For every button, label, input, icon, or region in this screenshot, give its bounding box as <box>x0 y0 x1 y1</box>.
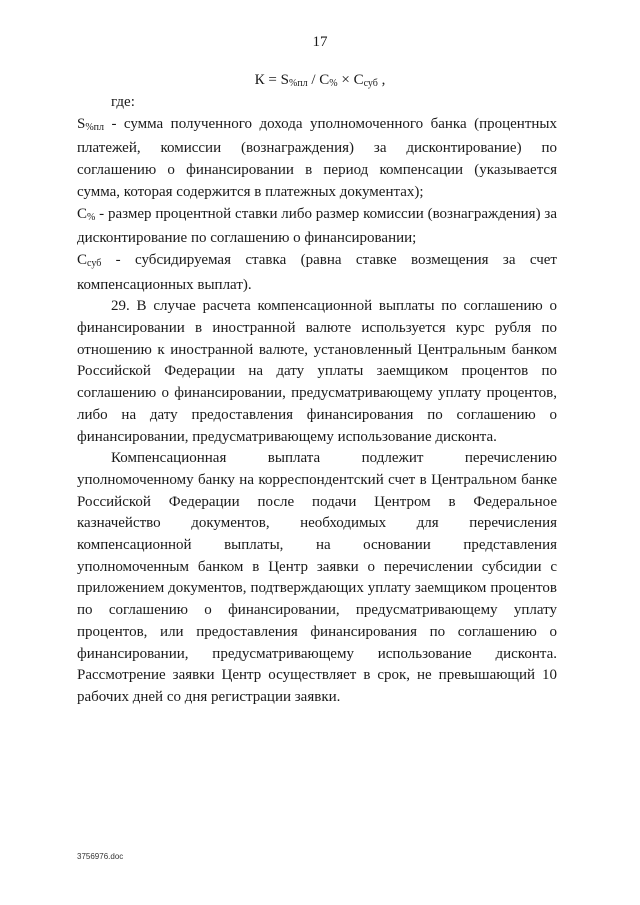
definition-c-sub <box>77 250 557 296</box>
definition-symbol: С <box>77 205 88 222</box>
document-body <box>77 92 557 709</box>
paragraph-29: 29. В случае расчета компенсационной выплаты по соглашению о финансировании в иностранной валюте используется курс рубля по отношению к иностранной валюте, установленный Центральным банком Российской Федерации на дату уплаты заемщиком процентов по соглашению о финансировании, предусматривающему уплату процентов, либо на дату предоставления финансирования по соглашению о финансировании, предусматривающему использование дисконта. <box>77 298 557 445</box>
definition-s-pl <box>77 114 557 204</box>
formula-s-subscript: %пл <box>288 78 308 89</box>
definition-text: - размер процентной ставки либо размер комиссии (вознаграждения) за дисконтирование по соглашению о финансировании; <box>77 205 557 247</box>
definition-c-percent <box>77 204 557 250</box>
page-number: 17 <box>312 34 328 50</box>
definition-symbol-subscript: % <box>87 211 96 223</box>
where-label: где: <box>111 94 135 110</box>
formula-sub-subscript: суб <box>363 78 378 89</box>
formula-lhs: К = S <box>254 72 289 88</box>
formula-tail: , <box>377 72 386 88</box>
file-footer: 3756976.doc <box>77 852 124 861</box>
definition-symbol: S <box>77 115 86 132</box>
paragraph-compensation-payment: Компенсационная выплата подлежит перечислению уполномоченному банку на корреспондентский счет в Центральном банке Российской Федерации после подачи Центром в Федеральное казначейство документов, необходимых для перечисления компенсационной выплаты, на основании представления уполномоченным банком в Центр заявки о перечислении субсидии с приложением документов, подтверждающих уплату заемщиком процентов по соглашению о финансировании, предусматривающему уплату процентов, или предоставления финансирования по соглашению о финансировании, предусматривающему использование дисконта. Рассмотрение заявки Центр осуществляет в срок, не превышающий 10 рабочих дней со дня регистрации заявки. <box>77 450 557 705</box>
definition-text: - субсидируемая ставка (равна ставке возмещения за счет компенсационных выплат). <box>77 251 557 293</box>
formula <box>0 72 640 89</box>
formula-times: × С <box>337 72 364 88</box>
definition-text: - сумма полученного дохода уполномоченного банка (процентных платежей, комиссии (вознаграждения) за дисконтирование) по соглашению о финансировании в период компенсации (указывается сумма, которая содержится в платежных документах); <box>77 115 557 200</box>
definition-symbol-subscript: суб <box>87 257 102 269</box>
definition-symbol-subscript: %пл <box>85 121 105 133</box>
formula-divide: / С <box>307 72 330 88</box>
formula-c-subscript: % <box>329 78 338 89</box>
definition-symbol: С <box>77 251 88 268</box>
